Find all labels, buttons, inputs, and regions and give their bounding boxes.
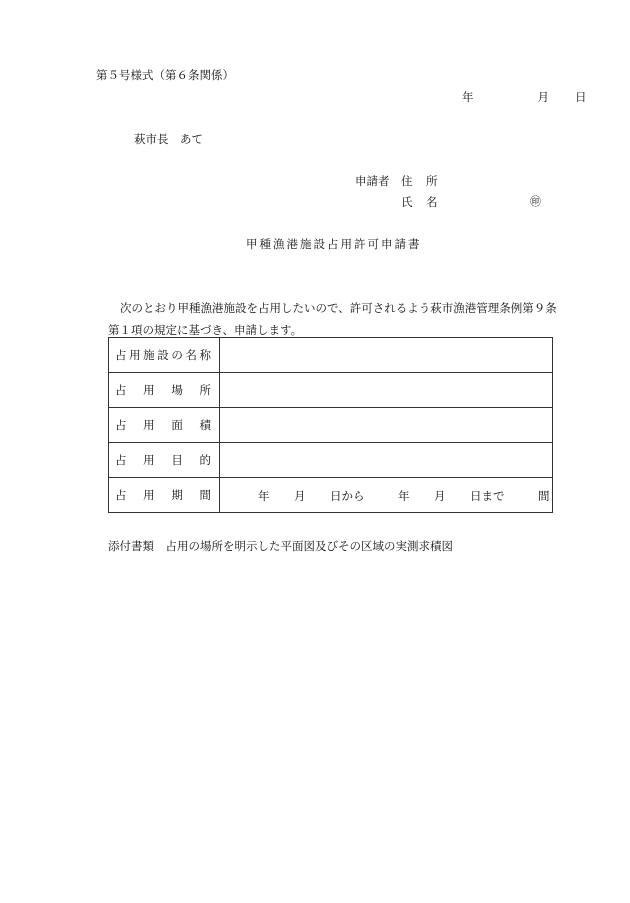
- addressee: 萩市長 あて: [134, 132, 203, 146]
- row-label-facility-name: [109, 338, 220, 373]
- table-row: [109, 443, 553, 478]
- body-line-2: 第１項の規定に基づき、申請します。: [108, 323, 303, 337]
- table-row: [109, 478, 553, 513]
- seal-mark-icon: ㊞: [530, 195, 541, 208]
- label-char: 設: [157, 348, 169, 362]
- label-char: 用: [143, 418, 155, 432]
- label-char: 面: [171, 418, 183, 432]
- date-year: 年: [462, 90, 474, 104]
- application-table: [108, 337, 553, 513]
- document-title: 甲種漁港施設占用許可申請書: [246, 237, 422, 251]
- label-char: 占: [115, 383, 127, 397]
- value-period[interactable]: [220, 478, 553, 513]
- label-char: 占: [115, 488, 127, 502]
- label-char: 用: [143, 453, 155, 467]
- period-to-month: 月: [434, 489, 446, 503]
- attachments-note: 添付書類 占用の場所を明示した平面図及びその区域の実測求積図: [108, 539, 453, 553]
- value-location[interactable]: [220, 373, 553, 408]
- date-month: 月: [537, 90, 549, 104]
- row-label-purpose: [109, 443, 220, 478]
- label-char: 用: [143, 488, 155, 502]
- date-line: [462, 89, 587, 105]
- period-duration: 間: [538, 489, 550, 503]
- form-number: 第５号様式（第６条関係）: [96, 68, 234, 82]
- row-label-area: [109, 408, 220, 443]
- label-char: の: [171, 348, 183, 362]
- value-purpose[interactable]: [220, 443, 553, 478]
- applicant-address-label: 住 所: [401, 174, 439, 188]
- label-char: 用: [129, 348, 141, 362]
- label-char: 占: [115, 348, 127, 362]
- date-day: 日: [575, 90, 587, 104]
- label-char: 占: [115, 453, 127, 467]
- label-char: 間: [199, 488, 211, 502]
- label-char: 的: [199, 453, 211, 467]
- table-row: [109, 408, 553, 443]
- table-row: [109, 373, 553, 408]
- value-facility-name[interactable]: [220, 338, 553, 373]
- period-from-month: 月: [294, 489, 306, 503]
- period-from-year: 年: [258, 489, 270, 503]
- row-label-location: [109, 373, 220, 408]
- applicant-name-label: 氏 名: [401, 195, 439, 209]
- label-char: 目: [171, 453, 183, 467]
- value-area[interactable]: [220, 408, 553, 443]
- label-char: 称: [199, 348, 211, 362]
- table-row: [109, 338, 553, 373]
- label-char: 期: [171, 488, 183, 502]
- label-char: 積: [199, 418, 211, 432]
- body-line-1: 次のとおり甲種漁港施設を占用したいので、許可されるよう萩市漁港管理条例第９条: [120, 301, 557, 315]
- label-char: 占: [115, 418, 127, 432]
- label-char: 施: [143, 348, 155, 362]
- period-to-year: 年: [398, 489, 410, 503]
- row-label-period: [109, 478, 220, 513]
- body-paragraph: [108, 297, 578, 341]
- label-char: 名: [185, 348, 197, 362]
- label-char: 場: [171, 383, 183, 397]
- label-char: 用: [143, 383, 155, 397]
- applicant-label: 申請者: [355, 174, 390, 188]
- label-char: 所: [199, 383, 211, 397]
- period-to-day: 日まで: [470, 489, 505, 503]
- period-from-day: 日から: [330, 489, 365, 503]
